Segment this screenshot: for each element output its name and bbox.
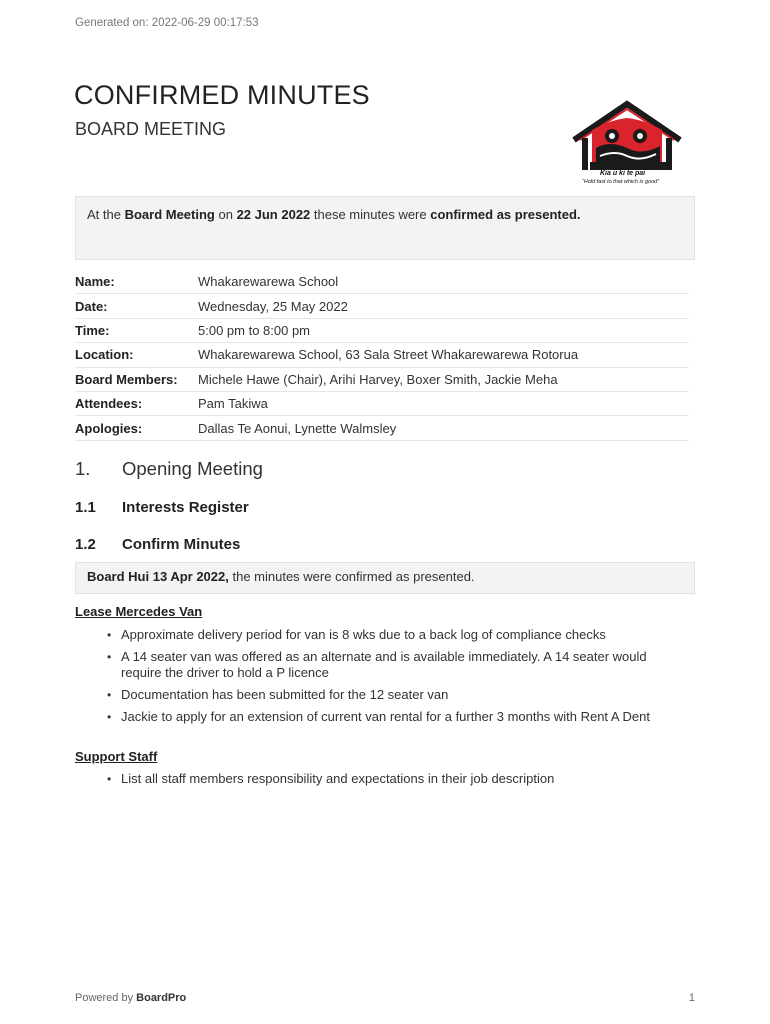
subsection-heading-confirm-minutes — [75, 536, 240, 553]
detail-label: Board Members: — [75, 371, 178, 387]
detail-label: Attendees: — [75, 396, 143, 412]
lease-list — [75, 627, 685, 731]
section-heading-opening — [75, 458, 263, 480]
footer-powered-by — [75, 992, 186, 1004]
detail-value: Whakarewarewa School, 63 Sala Street Whakarewarewa Rotorua — [198, 347, 579, 363]
detail-label: Location: — [75, 347, 134, 363]
list-item: • Jackie to apply for an extension of current van rental for a further 3 months with Rent A Dent — [75, 709, 685, 725]
confirmation-date: 22 Jun 2022 — [236, 207, 311, 222]
meeting-details — [75, 270, 689, 441]
detail-row-name — [75, 270, 689, 294]
section-number: 1. — [75, 458, 91, 479]
page-number: 1 — [688, 992, 695, 1004]
logo-motto: Kia u ki te pai — [600, 170, 646, 177]
subsection-title: Confirm Minutes — [122, 536, 241, 553]
school-logo — [570, 100, 685, 190]
minutes-confirmation-box — [75, 562, 695, 594]
list-item: • A 14 seater van was offered as an alternate and is available immediately. A 14 seater would require the driver to hold a P licence — [75, 649, 685, 681]
section-title: Opening Meeting — [122, 458, 263, 479]
support-heading: Support Staff — [75, 749, 158, 764]
page-title: CONFIRMED MINUTES — [74, 80, 370, 110]
confirmation-mid: these minutes were — [310, 207, 431, 222]
confirmation-box — [75, 196, 695, 260]
detail-value: Dallas Te Aonui, Lynette Walmsley — [198, 420, 397, 436]
subsection-number: 1.2 — [75, 536, 96, 553]
detail-row-apologies — [75, 416, 689, 440]
detail-row-time — [75, 319, 689, 343]
detail-row-date — [75, 294, 689, 318]
subsection-number: 1.1 — [75, 499, 96, 516]
minutes-reference: Board Hui 13 Apr 2022, — [87, 569, 229, 584]
detail-row-attendees — [75, 392, 689, 416]
list-item: • List all staff members responsibility and expectations in their job description — [75, 771, 685, 787]
detail-row-board-members — [75, 368, 689, 392]
detail-label: Name: — [75, 274, 115, 290]
confirmation-prefix: At the — [87, 207, 125, 222]
page-subtitle: BOARD MEETING — [75, 119, 227, 139]
logo-motto-translation: “Hold fast to that which is good” — [582, 179, 660, 185]
detail-value: Michele Hawe (Chair), Arihi Harvey, Boxer Smith, Jackie Meha — [198, 371, 558, 387]
detail-row-location — [75, 343, 689, 367]
confirmation-meeting: Board Meeting — [124, 207, 215, 222]
detail-label: Date: — [75, 298, 108, 314]
detail-label: Apologies: — [75, 420, 143, 436]
generated-timestamp: Generated on: 2022-06-29 00:17:53 — [75, 17, 259, 29]
lease-heading: Lease Mercedes Van — [75, 604, 203, 619]
detail-value: Wednesday, 25 May 2022 — [198, 298, 348, 314]
list-item: • Documentation has been submitted for the 12 seater van — [75, 687, 685, 703]
support-list — [75, 771, 685, 793]
footer-brand: BoardPro — [136, 992, 187, 1004]
detail-value: 5:00 pm to 8:00 pm — [198, 322, 311, 338]
minutes-status: the minutes were confirmed as presented. — [228, 569, 475, 584]
detail-value: Whakarewarewa School — [198, 274, 339, 290]
footer-prefix: Powered by — [75, 992, 137, 1004]
detail-label: Time: — [75, 322, 110, 338]
subsection-title: Interests Register — [122, 499, 249, 516]
confirmation-status: confirmed as presented. — [430, 207, 581, 222]
confirmation-on: on — [214, 207, 237, 222]
detail-value: Pam Takiwa — [198, 396, 268, 412]
list-item: • Approximate delivery period for van is 8 wks due to a back log of compliance checks — [75, 627, 685, 643]
subsection-heading-interests — [75, 499, 249, 516]
